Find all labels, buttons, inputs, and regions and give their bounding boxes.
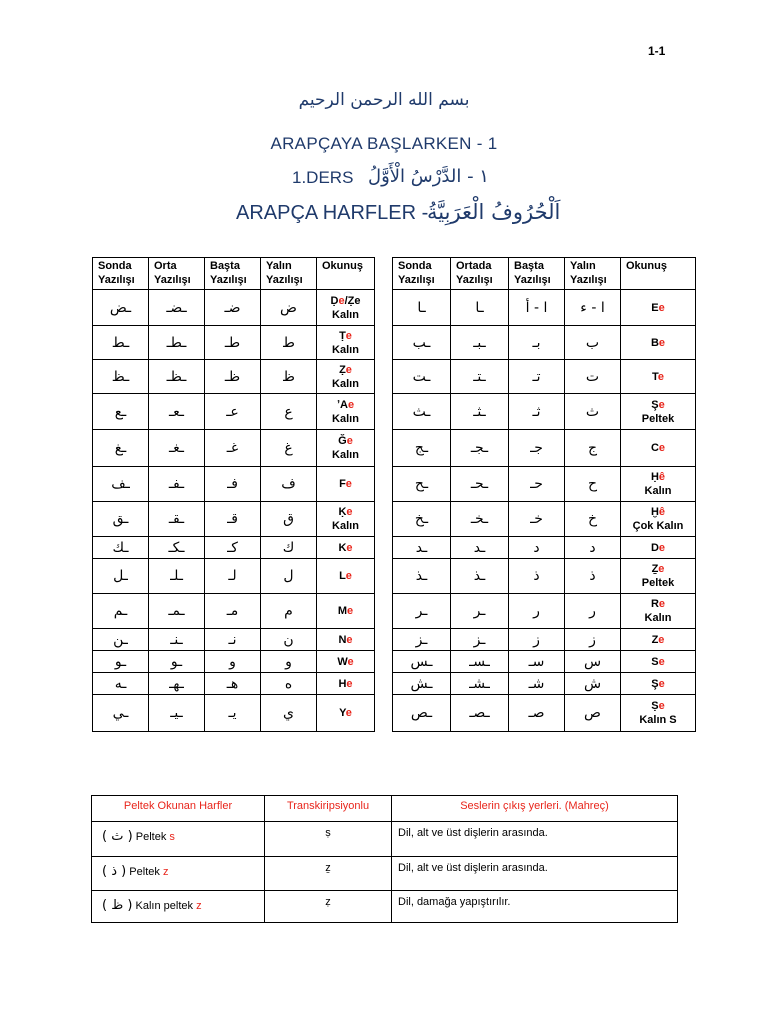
table-row [93,594,375,629]
reading-cell [621,629,696,651]
letter-yalin: س [565,651,621,673]
reading-cell [317,559,375,594]
table-row [92,822,678,857]
header-line: Yazılışı [398,274,435,286]
letter-orta: ـد [451,537,509,559]
letter-yalin: ر [565,594,621,629]
reading-consonant: Ẓ [339,363,346,376]
reading-consonant: L [339,570,346,582]
reading-cell [621,360,696,394]
reading-cell [317,360,375,394]
column-header [393,258,451,290]
reading-cell [317,467,375,502]
reading-vowel: e [658,301,665,314]
letter-sonda: ـه [93,673,149,695]
reading-vowel: e [658,677,665,690]
reading-vowel: e [658,633,665,646]
table-row [93,673,375,695]
letter-orta: ـقـ [149,502,205,537]
letter-basta: ظـ [205,360,261,394]
reading-vowel: e [658,700,665,712]
reading-cell [621,695,696,732]
letter-orta: ـهـ [149,673,205,695]
letter-yalin: خ [565,502,621,537]
letter-yalin: ج [565,430,621,467]
letter-basta: ز [509,629,565,651]
reading-vowel: e [658,398,665,411]
letter-yalin: ا - ء [565,290,621,326]
table-row [393,695,696,732]
page-number: 1-1 [648,44,666,58]
letter-yalin: ن [261,629,317,651]
reading-vowel: e [347,605,354,617]
letter-sonda: ـل [93,559,149,594]
reading-consonant: Ṣ [651,700,659,712]
letter-basta: يـ [205,695,261,732]
reading-vowel: e [345,707,352,719]
column-header [565,258,621,290]
table-row [92,857,678,891]
arabic-letter: ( ظ ) [102,898,133,913]
header-line: Yalın [570,260,596,272]
reading-vowel: e [338,294,345,307]
reading-note: Çok Kalın [632,520,684,532]
header-line: Yalın [266,260,292,272]
reading-consonant: Z [651,633,659,646]
header-line: Okunuş [626,260,667,272]
letter-sonda: ـع [93,394,149,430]
letter-yalin: غ [261,430,317,467]
column-header [149,258,205,290]
header-line: Yazılışı [456,274,493,286]
table-row [393,430,696,467]
table-row [393,360,696,394]
letter-yalin: ط [261,326,317,360]
reading-consonant: B [650,336,659,349]
table-row [393,629,696,651]
column-header [261,258,317,290]
letter-basta: صـ [509,695,565,732]
column-header [205,258,261,290]
header-line: Okunuş [322,260,363,272]
letter-yalin: ت [565,360,621,394]
table-row [393,673,696,695]
table-row [393,559,696,594]
letter-basta: د [509,537,565,559]
header-line: Ortada [456,260,492,272]
translit-cell: ṣ [265,822,392,857]
letter-orta: ـشـ [451,673,509,695]
letter-orta: ـثـ [451,394,509,430]
reading-consonant: Y [339,707,346,719]
reading-vowel: ê [658,506,666,518]
reading-cell [317,651,375,673]
arabic-letter: ( ث ) [102,829,133,844]
letter-sonda: ـم [93,594,149,629]
letter-sonda: ـو [93,651,149,673]
letter-basta: حـ [509,467,565,502]
peltek-label-red: z [162,866,169,878]
lesson-label: 1.DERS [292,168,354,187]
letter-basta: عـ [205,394,261,430]
mahrec-header: Seslerin çıkış yerleri. (Mahreç) [392,796,678,822]
reading-note: Kalın [332,412,359,425]
letter-yalin: د [565,537,621,559]
letter-orta: ـر [451,594,509,629]
letter-basta: فـ [205,467,261,502]
letter-orta: ـيـ [149,695,205,732]
letter-sonda: ـق [93,502,149,537]
header-line: Sonda [98,260,132,272]
reading-cell [621,290,696,326]
reading-consonant: E [651,301,659,314]
letter-yalin: ي [261,695,317,732]
letter-sonda: ـص [393,695,451,732]
reading-consonant: R [650,598,659,610]
reading-vowel: e [346,541,353,554]
letter-basta: كـ [205,537,261,559]
reading-consonant: W [337,655,348,668]
letter-basta: تـ [509,360,565,394]
letter-yalin: ف [261,467,317,502]
letter-orta: ـجـ [451,430,509,467]
letter-sonda: ـت [393,360,451,394]
reading-cell [317,290,375,326]
reading-consonant: S [651,655,659,668]
peltek-label: Kalın peltek [135,900,197,912]
letter-basta: لـ [205,559,261,594]
letter-orta: ـلـ [149,559,205,594]
translit-cell: ẕ [265,857,392,891]
right-letter-table [392,257,696,732]
reading-vowel: e [346,435,353,447]
reading-cell [621,467,696,502]
letter-basta: ا - أ [509,290,565,326]
table-row [393,394,696,430]
reading-cell [621,502,696,537]
table-row [93,695,375,732]
arabic-letter: ( ذ ) [102,864,127,879]
reading-cell [621,594,696,629]
letter-basta: ذ [509,559,565,594]
reading-cell [621,651,696,673]
column-header [451,258,509,290]
reading-consonant: Ḳ [338,506,347,518]
table-row [93,290,375,326]
letter-sonda: ـن [93,629,149,651]
reading-consonant: Ğ [338,435,347,447]
letter-basta: غـ [205,430,261,467]
letter-sonda: ـز [393,629,451,651]
header-line: Yazılışı [154,274,191,286]
peltek-table [91,795,678,923]
column-header [93,258,149,290]
left-letter-table [92,257,375,732]
reading-cell [621,673,696,695]
table-row [93,360,375,394]
letter-sonda: ـظ [93,360,149,394]
translit-header: Transkiripsiyonlu [265,796,392,822]
reading-note: Peltek [641,577,675,589]
letter-basta: شـ [509,673,565,695]
letter-yalin: و [261,651,317,673]
reading-cell [621,537,696,559]
reading-cell [317,394,375,430]
letter-sonda: ـذ [393,559,451,594]
peltek-label-red: s [169,831,175,843]
header-line: Yazılışı [210,274,247,286]
reading-cell [317,695,375,732]
reading-vowel: e [657,370,665,383]
letter-orta: ـكـ [149,537,205,559]
letter-basta: قـ [205,502,261,537]
reading-vowel: e [658,541,666,554]
letter-orta: ـعـ [149,394,205,430]
letter-yalin: ه [261,673,317,695]
reading-vowel: e [346,506,353,518]
letter-orta: ـا [451,290,509,326]
reading-consonant: N [338,633,347,646]
translit-cell: ẓ [265,891,392,923]
letter-basta: ر [509,594,565,629]
table-row [93,502,375,537]
table-row [93,467,375,502]
letter-basta: ثـ [509,394,565,430]
letter-yalin: ظ [261,360,317,394]
reading-vowel: e [345,363,352,376]
reading-vowel: e [346,677,353,690]
reading-vowel: e [345,570,352,582]
reading-vowel: e [658,563,665,575]
letter-yalin: ذ [565,559,621,594]
mahrec-cell: Dil, damağa yapıştırılır. [392,891,678,923]
reading-note: Peltek [641,412,675,425]
reading-vowel: e [347,655,354,668]
subtitle-arabic: اَلْحُرُوفُ الْعَرَبِيَّةُ [427,200,561,224]
reading-note: Kalın [644,485,672,497]
letter-yalin: ب [565,326,621,360]
reading-consonant: D [650,541,659,554]
letter-sonda: ـث [393,394,451,430]
letter-sonda: ـض [93,290,149,326]
reading-consonant: M [337,605,348,617]
table-row [93,326,375,360]
reading-extra: /Ẓe [344,294,361,307]
header-line: Yazılışı [98,274,135,286]
letter-orta: ـتـ [451,360,509,394]
table-row [93,430,375,467]
reading-cell [621,326,696,360]
column-header [317,258,375,290]
letter-orta: ـطـ [149,326,205,360]
header-line: Başta [210,260,240,272]
letter-orta: ـو [149,651,205,673]
letter-orta: ـضـ [149,290,205,326]
table-row [393,651,696,673]
letter-sonda: ـي [93,695,149,732]
letter-sonda: ـط [93,326,149,360]
reading-note: Kalın [332,343,359,356]
reading-note: Kalın [332,520,359,532]
subtitle: ARAPÇA HARFLER - [236,202,429,224]
table-row [393,502,696,537]
letter-orta: ـبـ [451,326,509,360]
letter-sonda: ـج [393,430,451,467]
mahrec-cell: Dil, alt ve üst dişlerin arasında. [392,822,678,857]
reading-cell [621,394,696,430]
reading-consonant: F [339,478,346,490]
reading-note: Kalın [644,612,672,624]
letter-yalin: ح [565,467,621,502]
table-row [92,891,678,923]
reading-cell [317,502,375,537]
letter-orta: ـفـ [149,467,205,502]
table-row [393,290,696,326]
letter-sonda: ـا [393,290,451,326]
reading-consonant: ʼA [336,398,348,411]
column-header [621,258,696,290]
reading-cell [317,629,375,651]
reading-note: Kalın [332,377,359,390]
letter-basta: هـ [205,673,261,695]
letter-yalin: م [261,594,317,629]
reading-consonant: Ṭ [339,329,346,342]
letter-basta: نـ [205,629,261,651]
reading-note: Kalın [332,449,359,461]
reading-vowel: e [658,655,665,668]
letter-orta: ـغـ [149,430,205,467]
header-line: Başta [514,260,544,272]
letter-yalin: ض [261,290,317,326]
letter-sonda: ـش [393,673,451,695]
reading-consonant: Ş [651,398,659,411]
reading-cell [317,537,375,559]
letter-basta: جـ [509,430,565,467]
letter-basta: سـ [509,651,565,673]
lesson-arabic: ١ - الدَّرْسُ الْأَوَّلُ [368,166,489,187]
reading-vowel: e [345,329,352,342]
peltek-label: Peltek [129,866,163,878]
reading-cell [621,559,696,594]
reading-cell [317,326,375,360]
reading-vowel: e [658,336,666,349]
reading-vowel: ê [658,471,666,483]
peltek-header: Peltek Okunan Harfler [92,796,265,822]
letter-yalin: ع [261,394,317,430]
letter-orta: ـظـ [149,360,205,394]
reading-cell [317,673,375,695]
letter-basta: خـ [509,502,565,537]
letter-orta: ـذ [451,559,509,594]
letter-orta: ـصـ [451,695,509,732]
reading-cell [621,430,696,467]
letter-basta: طـ [205,326,261,360]
letter-sonda: ـغ [93,430,149,467]
reading-consonant: Ḍ [330,294,339,307]
reading-consonant: Ş [651,677,659,690]
letter-basta: ضـ [205,290,261,326]
table-row [93,629,375,651]
reading-note: Kalın S [639,714,677,726]
table-row [93,559,375,594]
reading-vowel: e [345,478,352,490]
reading-consonant: Ḥ [650,471,659,483]
reading-consonant: Ẕ [651,563,659,575]
reading-vowel: e [346,633,353,646]
letter-sonda: ـد [393,537,451,559]
letter-basta: و [205,651,261,673]
letter-yalin: ل [261,559,317,594]
basmala: بسم الله الرحمن الرحيم [298,90,470,110]
header-line: Yazılışı [266,274,303,286]
reading-consonant: K [338,541,347,554]
reading-vowel: e [658,442,666,454]
letter-yalin: ك [261,537,317,559]
header-line: Yazılışı [570,274,607,286]
table-row [93,394,375,430]
reading-cell [317,594,375,629]
letter-yalin: ش [565,673,621,695]
mahrec-cell: Dil, alt ve üst dişlerin arasında. [392,857,678,891]
header-line: Orta [154,260,177,272]
letter-sonda: ـك [93,537,149,559]
table-row [393,467,696,502]
letter-orta: ـز [451,629,509,651]
letter-sonda: ـب [393,326,451,360]
letter-basta: بـ [509,326,565,360]
letter-orta: ـمـ [149,594,205,629]
reading-consonant: C [650,442,659,454]
table-row [93,537,375,559]
letter-sonda: ـس [393,651,451,673]
letter-sonda: ـف [93,467,149,502]
reading-note: Kalın [332,308,359,321]
letter-sonda: ـخ [393,502,451,537]
peltek-label: Peltek [135,831,170,843]
table-row [93,651,375,673]
letter-yalin: ص [565,695,621,732]
reading-consonant: H [338,677,347,690]
reading-vowel: e [658,598,666,610]
table-row [393,594,696,629]
header-line: Yazılışı [514,274,551,286]
page-title: ARAPÇAYA BAŞLARKEN - 1 [270,134,498,153]
letter-yalin: ث [565,394,621,430]
letter-orta: ـسـ [451,651,509,673]
table-row [393,537,696,559]
letter-yalin: ق [261,502,317,537]
peltek-label-red: z [196,900,202,912]
letter-basta: مـ [205,594,261,629]
letter-orta: ـنـ [149,629,205,651]
reading-consonant: T [651,370,658,383]
letter-orta: ـخـ [451,502,509,537]
column-header [509,258,565,290]
table-row [393,326,696,360]
letter-sonda: ـر [393,594,451,629]
letter-sonda: ـح [393,467,451,502]
reading-consonant: Ḫ [650,506,659,518]
header-line: Sonda [398,260,432,272]
reading-cell [317,430,375,467]
letter-yalin: ز [565,629,621,651]
reading-vowel: e [347,398,355,411]
letter-orta: ـحـ [451,467,509,502]
